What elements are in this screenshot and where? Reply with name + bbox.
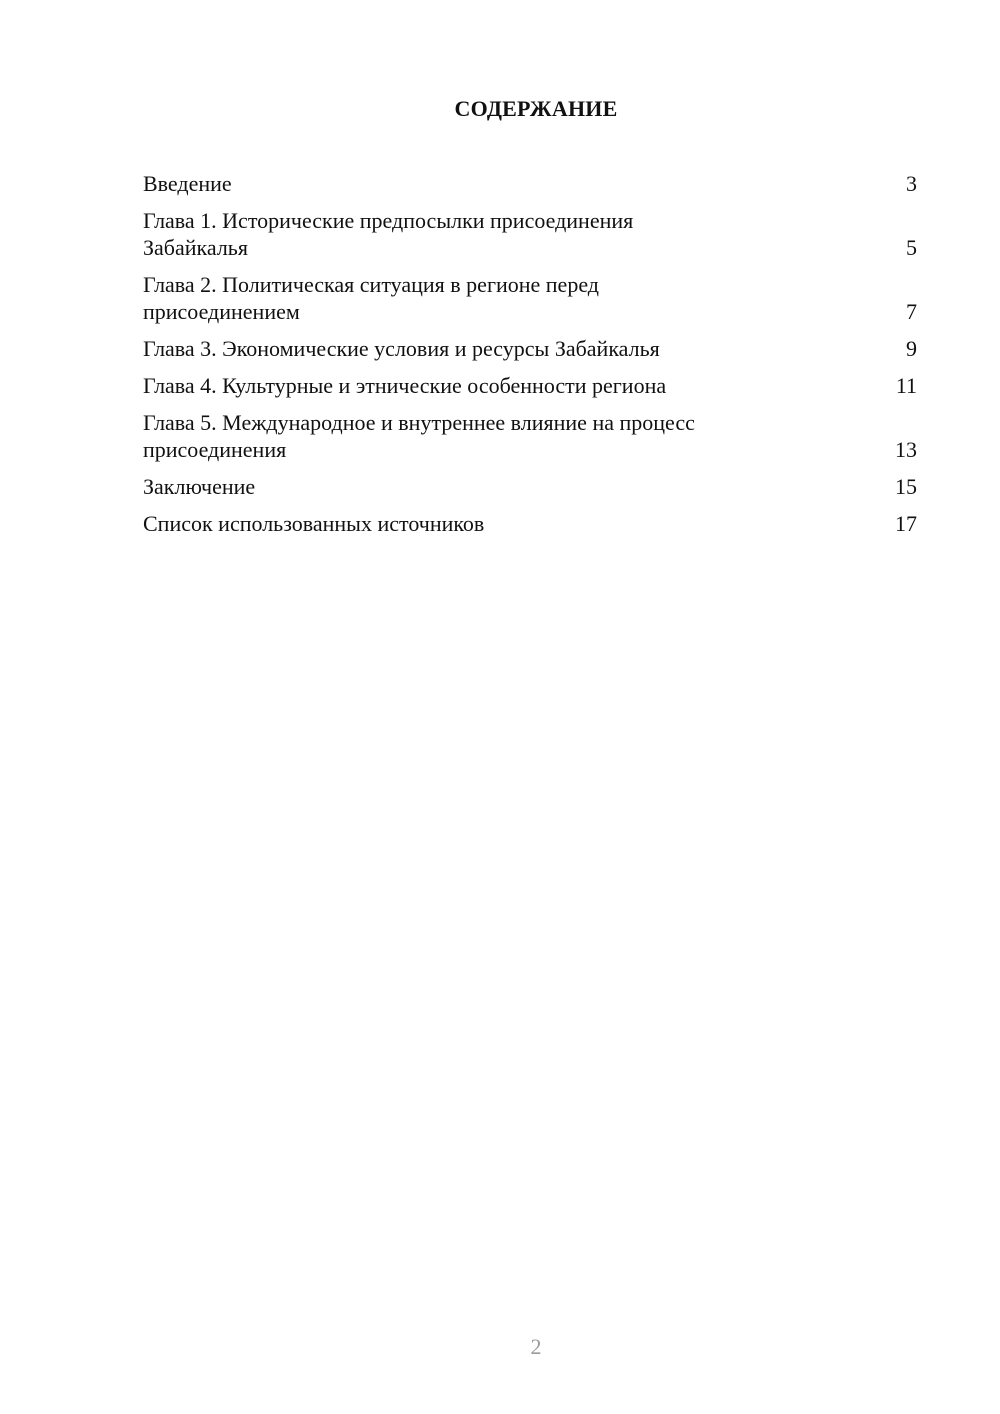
toc-entry-conclusion (143, 473, 917, 500)
page-title: СОДЕРЖАНИЕ (454, 96, 618, 121)
toc-entry-page: 15 (895, 474, 917, 499)
toc-entry-page: 17 (895, 511, 917, 536)
toc-entry-page: 13 (895, 437, 917, 462)
toc-entry-label: Заключение (143, 474, 256, 499)
page-number: 2 (530, 1334, 542, 1359)
toc-entry-references (143, 510, 917, 537)
toc-entry-chapter-2 (143, 271, 917, 325)
table-of-contents (143, 170, 917, 547)
toc-entry-page: 3 (906, 171, 917, 196)
toc-entry-page: 9 (906, 336, 917, 361)
toc-entry-page: 7 (906, 299, 917, 324)
toc-entry-label: Глава 2. Политическая ситуация в регионе перед присоединением (143, 272, 599, 324)
toc-entry-label: Введение (143, 171, 232, 196)
toc-entry-label: Глава 3. Экономические условия и ресурсы Забайкалья (143, 336, 660, 361)
toc-entry-page: 5 (906, 235, 917, 260)
toc-entry-label: Список использованных источников (143, 511, 485, 536)
toc-entry-label: Глава 4. Культурные и этнические особенности региона (143, 373, 667, 398)
toc-entry-chapter-5 (143, 409, 917, 463)
toc-entry-page: 11 (895, 373, 917, 398)
toc-entry-label: Глава 1. Исторические предпосылки присоединения Забайкалья (143, 208, 634, 260)
toc-entry-chapter-1 (143, 207, 917, 261)
toc-entry-chapter-3 (143, 335, 917, 362)
toc-entry-introduction (143, 170, 917, 197)
toc-entry-chapter-4 (143, 372, 917, 399)
toc-entry-label: Глава 5. Международное и внутреннее влияние на процесс присоединения (143, 410, 695, 462)
